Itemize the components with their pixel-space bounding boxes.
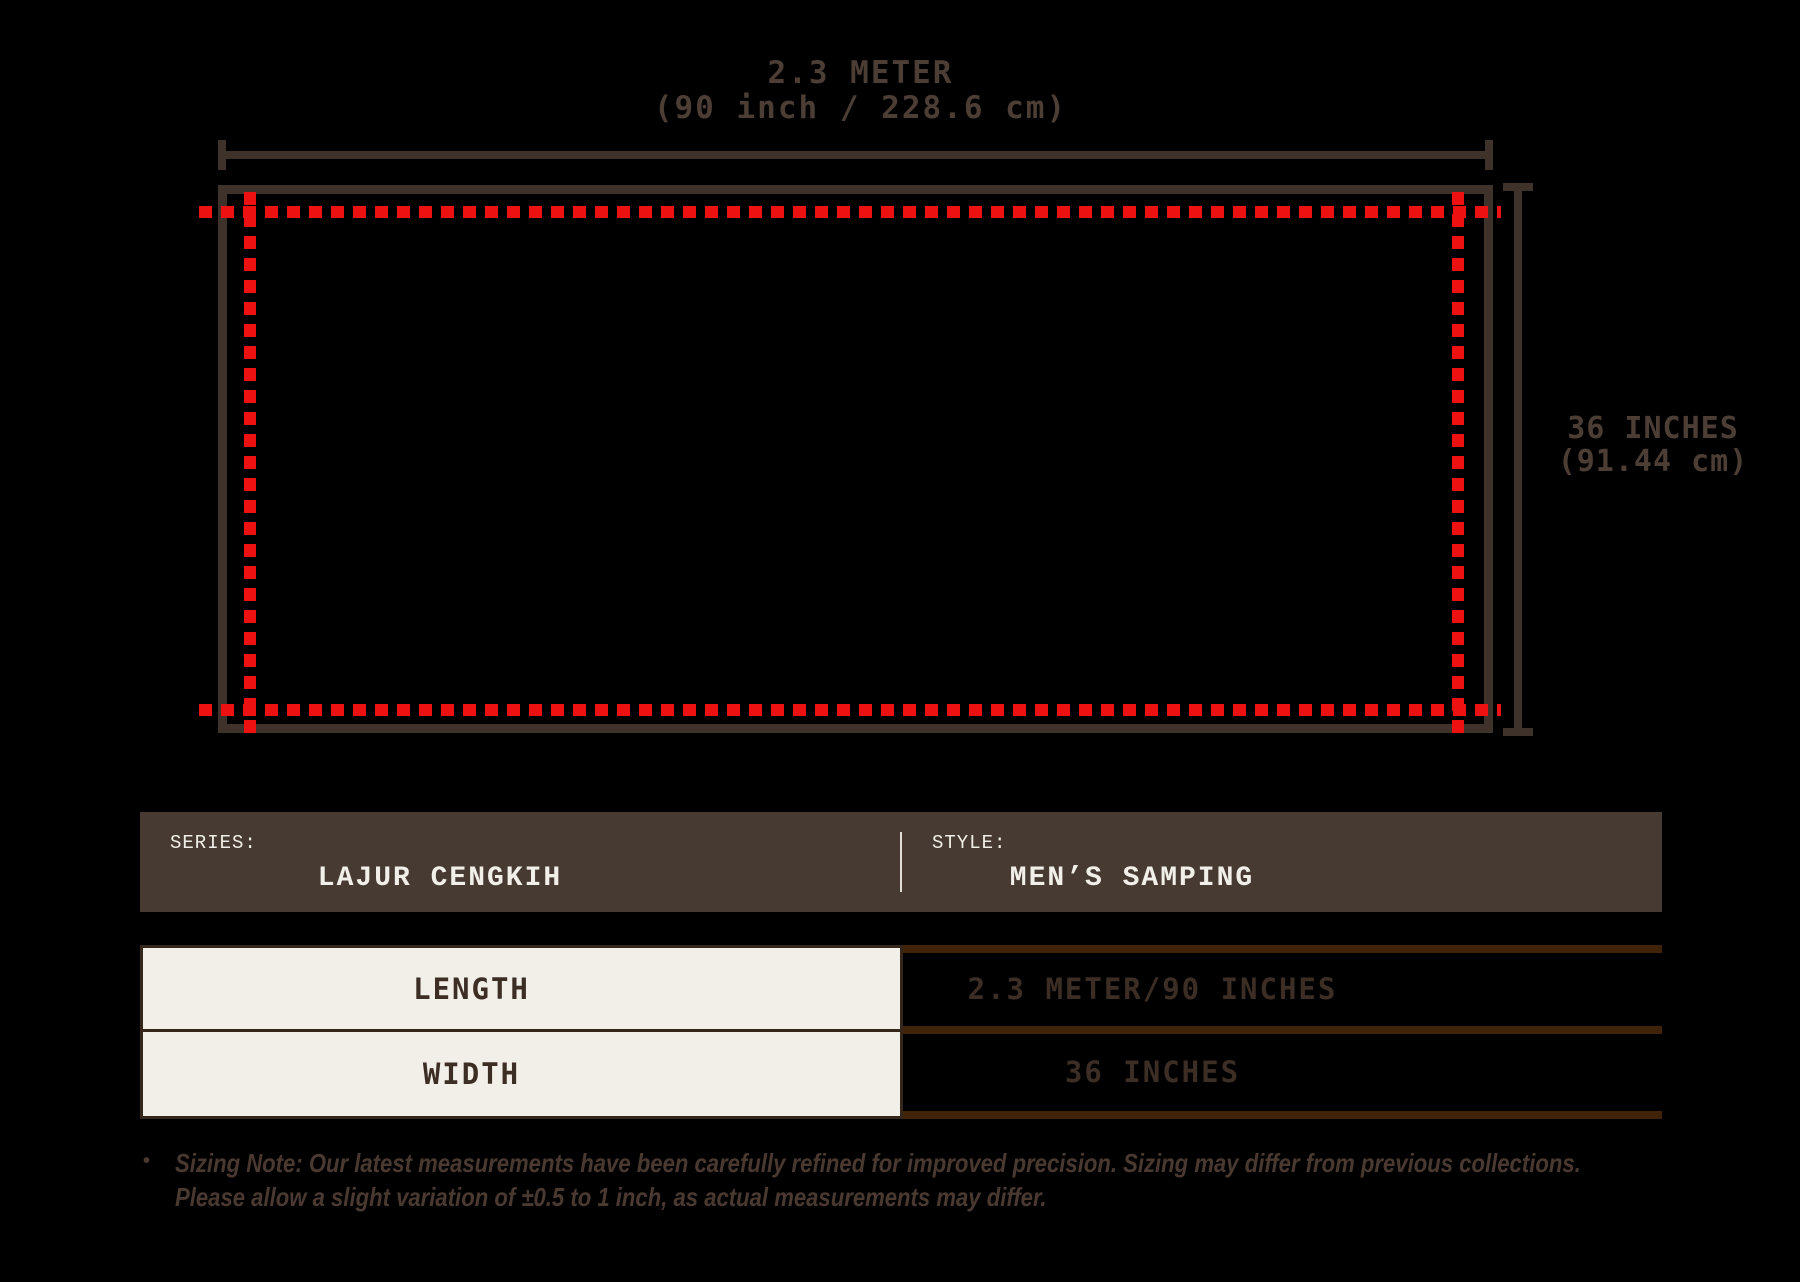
length-row-header: LENGTH	[143, 948, 900, 1032]
right-dimension-secondary: (91.44 cm)	[1557, 444, 1749, 479]
stitch-line-bottom	[199, 704, 1501, 716]
top-dimension-secondary: (90 inch / 228.6 cm)	[653, 90, 1068, 126]
width-dimension-line	[218, 151, 1493, 159]
style-cell	[902, 812, 1662, 912]
series-label: SERIES:	[170, 832, 257, 854]
series-value: LAJUR CENGKIH	[317, 862, 563, 894]
stitch-line-left	[244, 192, 256, 739]
length-row-value: 2.3 METER/90 INCHES	[967, 972, 1338, 1006]
note-text-line2: Please allow a slight variation of ±0.5 to 1 inch, as actual measurements may differ.	[175, 1182, 1047, 1212]
table-rule-middle	[898, 1026, 1662, 1034]
note-text-line1: Sizing Note: Our latest measurements have been carefully refined for improved precision. Sizing may differ from previous collections.	[175, 1148, 1581, 1178]
fabric-outline	[218, 185, 1493, 733]
style-value: MEN’S SAMPING	[1009, 862, 1255, 894]
top-dimension-primary: 2.3 METER	[767, 55, 954, 91]
note-text	[175, 1146, 1705, 1214]
stitch-line-top	[199, 206, 1501, 218]
style-label: STYLE:	[932, 832, 1007, 854]
series-style-bar	[140, 812, 1662, 912]
table-header-panel	[140, 945, 903, 1119]
series-cell	[140, 812, 900, 912]
right-dimension-primary: 36 INCHES	[1567, 411, 1739, 446]
stitch-line-right	[1452, 192, 1464, 739]
note-bullet: •	[143, 1150, 151, 1172]
right-dimension-label	[1512, 412, 1794, 478]
top-dimension-label	[218, 56, 1503, 126]
width-row-header: WIDTH	[422, 1057, 521, 1091]
table-rule-bottom	[898, 1111, 1662, 1119]
width-row-value: 36 INCHES	[1064, 1055, 1241, 1089]
